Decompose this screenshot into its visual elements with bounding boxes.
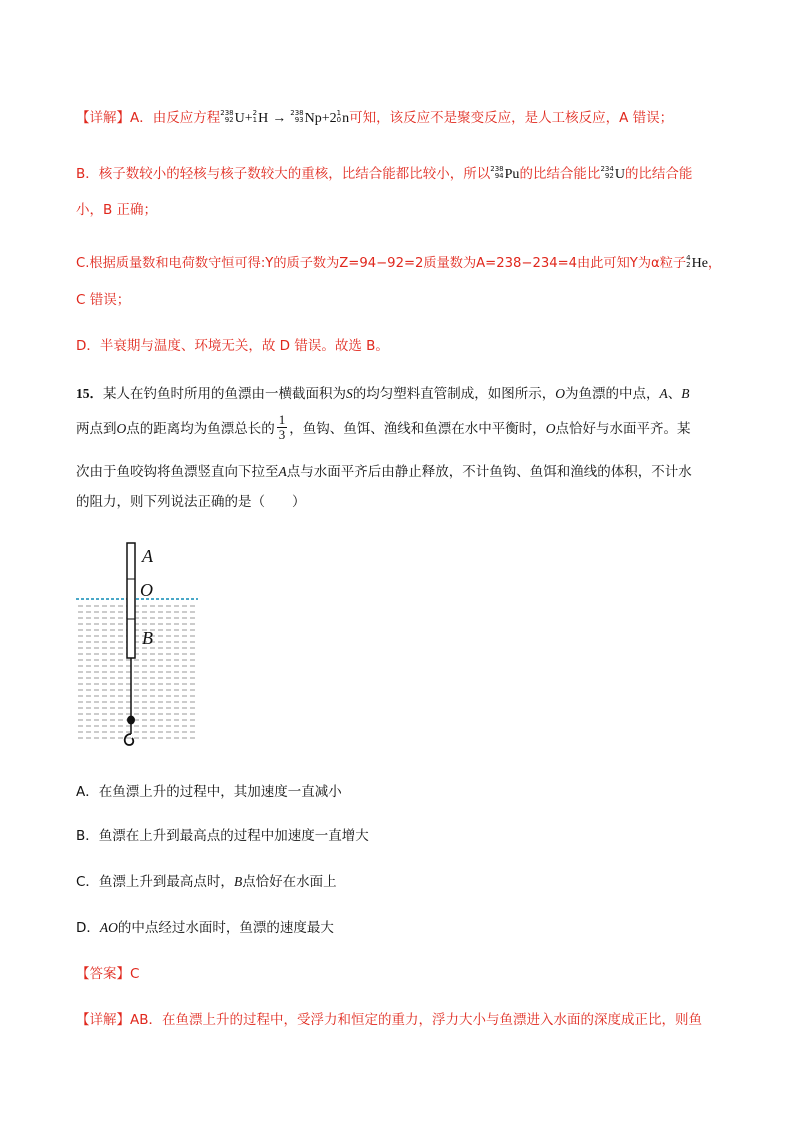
question-line-1: 15．某人在钓鱼时所用的鱼漂由一横截面积为S的均匀塑料直管制成，如图所示，O为鱼漂的中点，A、B xyxy=(76,386,690,402)
question-line-4: 的阻力，则下列说法正确的是（ ） xyxy=(76,494,306,510)
bait-weight xyxy=(127,716,135,725)
hook-icon xyxy=(125,734,134,745)
label-o: O xyxy=(140,580,153,600)
fraction-one-third: $\frac{1}{3}$ xyxy=(278,411,286,442)
detail-b-line: B．核子数较小的轻核与核子数较大的重核，比结合能都比较小，所以 238 94 Pu的比结合能比 234 92 U的比结合能 xyxy=(76,165,693,182)
detail-a-post: 可知，该反应不是聚变反应，是人工核反应，A 错误； xyxy=(349,110,674,126)
answer-value: C xyxy=(130,966,140,982)
detail-tag: 【详解】 xyxy=(76,110,130,126)
option-c: C．鱼漂上升到最高点时，B点恰好在水面上 xyxy=(76,874,337,890)
answer-line xyxy=(76,964,139,984)
he-nuclide: 4 2 He xyxy=(686,254,708,271)
detail-a-pre: A．由反应方程 xyxy=(130,110,221,126)
answer-tag: 【答案】 xyxy=(76,966,130,982)
label-b: B xyxy=(142,628,153,648)
u234-nuclide: 234 92 U xyxy=(600,165,625,182)
pu-nuclide: 238 94 Pu xyxy=(490,165,520,182)
detail-d-line: D．半衰期与温度、环境无关，故 D 错误。故选 B。 xyxy=(76,338,389,354)
reaction-equation: 238 92 U+ 2 1 H → 238 93 Np+2 1 0 n xyxy=(220,109,350,126)
question-line-2: 两点到O点的距离均为鱼漂总长的 $\frac{1}{3}$ ，鱼钩、鱼饵、渔线和鱼漂在水中平衡时，O点恰好与水面平齐。某 xyxy=(76,411,691,442)
detail-b-line2: 小，B 正确； xyxy=(76,202,158,218)
float-tube xyxy=(127,543,135,658)
question-number: 15． xyxy=(76,386,103,401)
label-a: A xyxy=(142,546,153,566)
option-a: A．在鱼漂上升的过程中，其加速度一直减小 xyxy=(76,784,342,800)
question-line-3: 次由于鱼咬钩将鱼漂竖直向下拉至A点与水面平齐后由静止释放，不计鱼钩、鱼饵和渔线的体积，不计水 xyxy=(76,464,692,480)
water-dashes xyxy=(78,606,198,738)
detail-c-line: C.根据质量数和电荷数守恒可得:Y的质子数为Z=94−92=2质量数为A=238−234=4由此可知Y为α粒子 4 2 He， xyxy=(76,254,722,271)
detail2-line: 【详解】AB．在鱼漂上升的过程中，受浮力和恒定的重力，浮力大小与鱼漂进入水面的深度成正比，则鱼 xyxy=(76,1012,702,1028)
option-d: D．AO的中点经过水面时，鱼漂的速度最大 xyxy=(76,920,334,936)
fishing-float-figure xyxy=(74,538,214,748)
option-b: B．鱼漂在上升到最高点的过程中加速度一直增大 xyxy=(76,828,369,844)
detail-a-line xyxy=(76,108,673,129)
detail-c-line2: C 错误； xyxy=(76,292,131,308)
